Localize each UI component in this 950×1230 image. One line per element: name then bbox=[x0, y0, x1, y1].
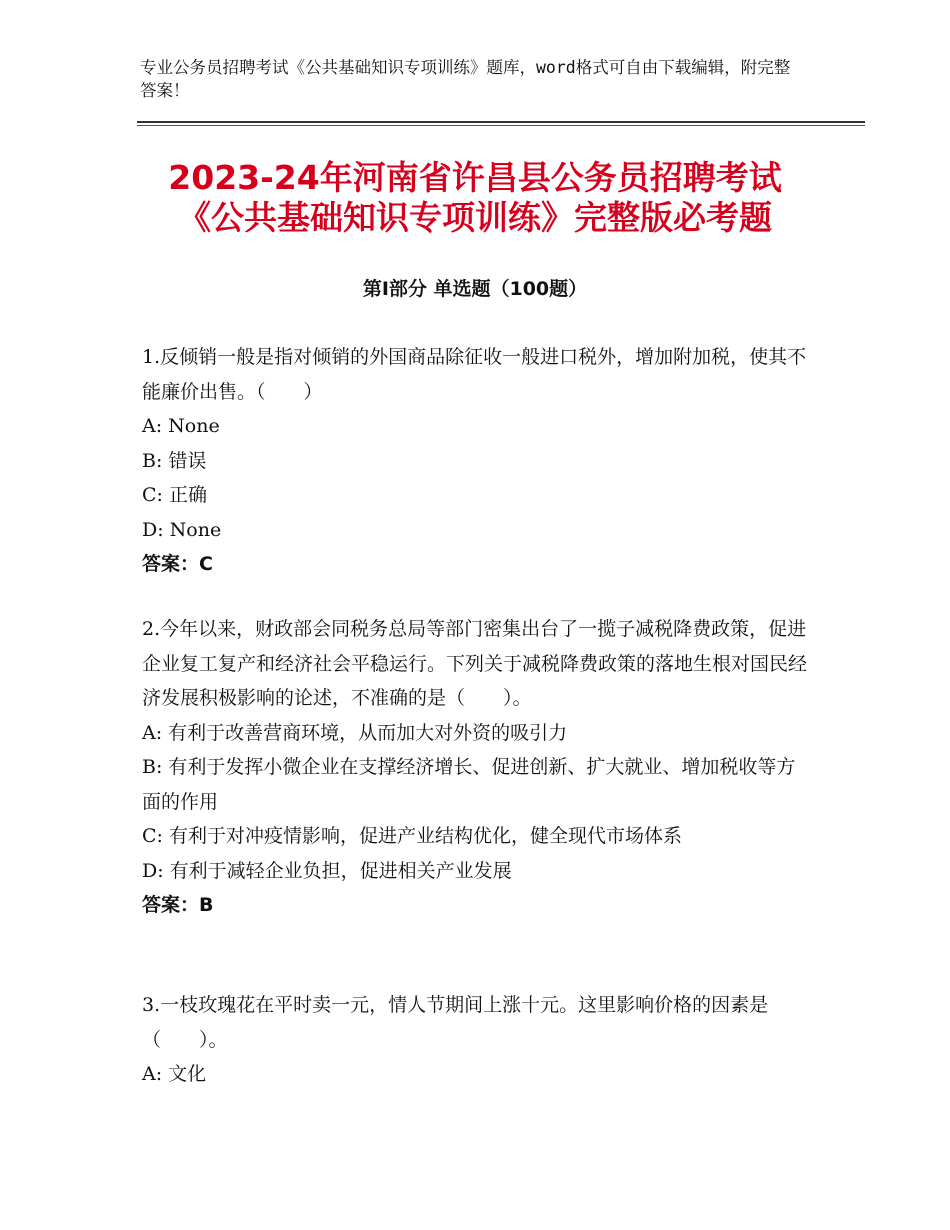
document-title bbox=[100, 158, 850, 238]
option-a: A: 文化 bbox=[142, 1063, 207, 1085]
question-stem: 2.今年以来，财政部会同税务总局等部门密集出台了一揽子减税降费政策，促进企业复工复产和经济社会平稳运行。下列关于减税降费政策的落地生根对国民经济发展积极影响的论述，不准确的是（ ）。 bbox=[142, 618, 808, 709]
option-b: B: 错误 bbox=[142, 449, 207, 472]
question-1 bbox=[142, 340, 807, 582]
option-b: B: 有利于发挥小微企业在支撑经济增长、促进创新、扩大就业、增加税收等方面的作用 bbox=[142, 756, 796, 813]
section-title: 第Ⅰ部分 单选题（100题） bbox=[362, 278, 588, 300]
option-a: A: 有利于改善营商环境，从而加大对外资的吸引力 bbox=[142, 721, 568, 744]
question-2 bbox=[142, 612, 807, 923]
header-note: 专业公务员招聘考试《公共基础知识专项训练》题库，word格式可自由下载编辑，附完整答案！ bbox=[140, 58, 791, 100]
option-d: D: None bbox=[142, 518, 222, 541]
option-d: D: 有利于减轻企业负担，促进相关产业发展 bbox=[142, 859, 512, 882]
title-line-2: 《公共基础知识专项训练》完整版必考题 bbox=[178, 198, 772, 237]
answer: 答案：B bbox=[142, 894, 214, 916]
option-a: A: None bbox=[142, 415, 220, 437]
answer: 答案：C bbox=[142, 553, 213, 575]
option-c: C: 有利于对冲疫情影响，促进产业结构优化，健全现代市场体系 bbox=[142, 825, 682, 847]
question-stem: 1.反倾销一般是指对倾销的外国商品除征收一般进口税外，增加附加税，使其不能廉价出售。（ ） bbox=[142, 346, 807, 403]
title-line-1: 2023-24年河南省许昌县公务员招聘考试 bbox=[168, 158, 782, 197]
option-c: C: 正确 bbox=[142, 484, 207, 506]
header-divider-thin bbox=[137, 125, 865, 126]
question-stem: 3.一枝玫瑰花在平时卖一元，情人节期间上涨十元。这里影响价格的因素是（ ）。 bbox=[142, 994, 769, 1051]
question-3 bbox=[142, 988, 807, 1092]
header-divider-thick bbox=[137, 121, 865, 123]
